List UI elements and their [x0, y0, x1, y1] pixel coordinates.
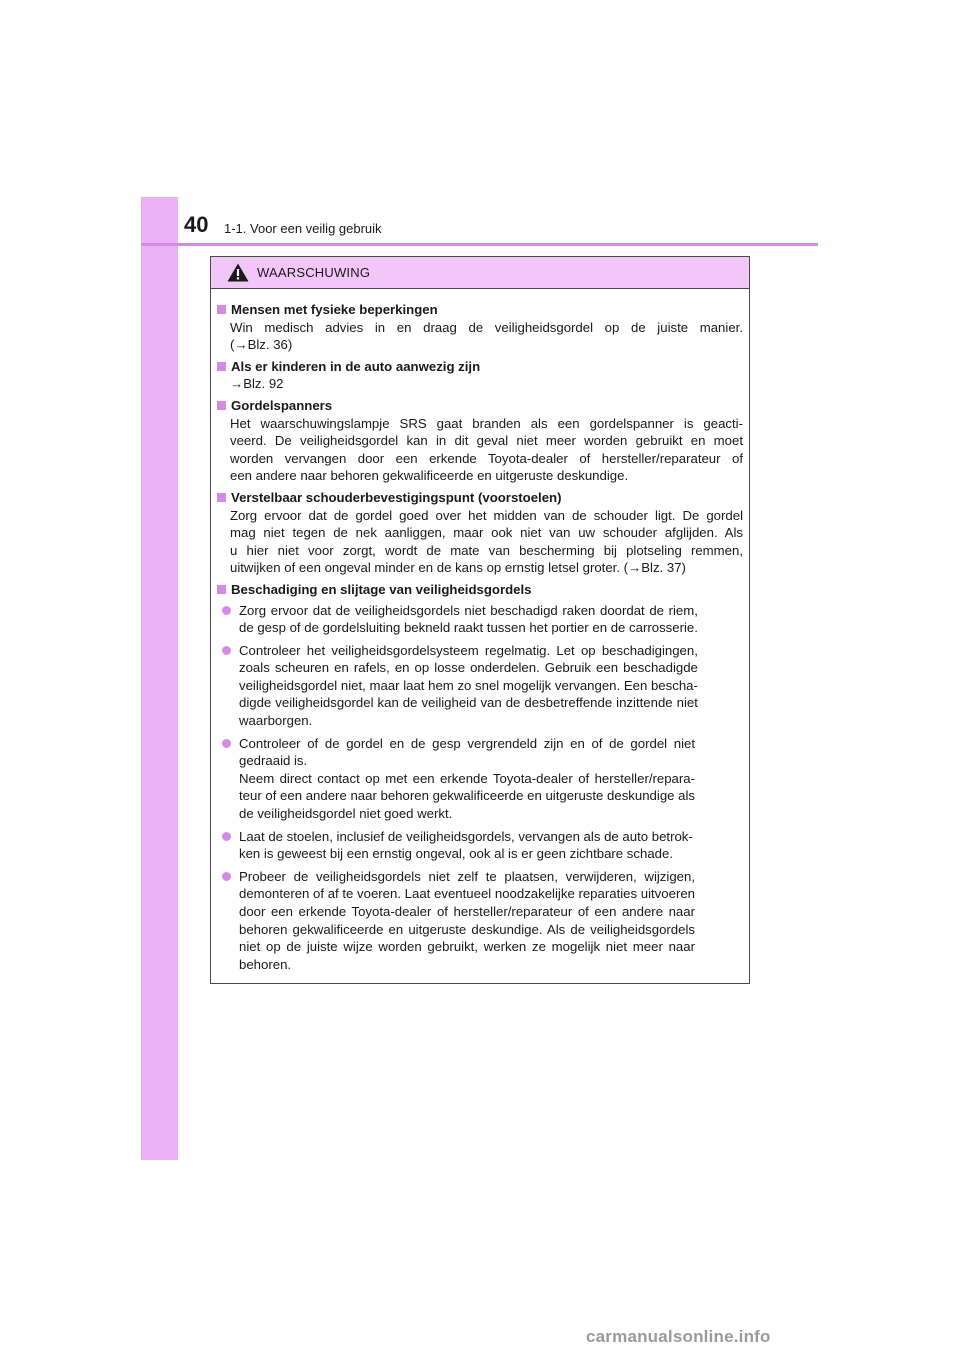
watermark: carmanualsonline.info [586, 1327, 771, 1346]
square-bullet-icon [217, 493, 226, 502]
warning-item-heading [217, 489, 743, 507]
warning-item-text [217, 375, 743, 393]
text-line: de veiligheidsgordel niet goed werkt. [239, 806, 453, 822]
warning-item-heading-text: Beschadiging en slijtage van veiligheidsgordels [231, 581, 532, 597]
warning-item-heading-text: Als er kinderen in de auto aanwezig zijn [231, 358, 481, 374]
text-line: ken is geweest bij een ernstig ongeval, ook al is er geen zichtbare schade. [239, 846, 673, 862]
text-line: teur of een andere naar behoren gekwalificeerde en uitgeruste deskundige als [239, 788, 696, 804]
text-line: door een erkende Toyota-dealer of hersteller/reparateur of een andere naar [239, 904, 695, 919]
warning-item-heading [217, 301, 743, 319]
text-line: behoren gekwalificeerde en uitgeruste deskundige. Als de veiligheidsgordels [239, 921, 695, 937]
section-title: 1-1. Voor een veilig gebruik [224, 221, 382, 236]
square-bullet-icon [217, 585, 226, 594]
header-divider [141, 243, 818, 246]
text-line: de gesp of de gordelsluiting bekneld raakt tussen het portier en de carrosserie. [239, 620, 698, 636]
warning-item [217, 358, 743, 393]
bullet-item [217, 735, 743, 823]
warning-item [217, 397, 743, 485]
text-line: Controleer het veiligheidsgordelsysteem regelmatig. Let op beschadigingen, [239, 642, 698, 658]
text-line: Probeer de veiligheidsgordels niet zelf te plaatsen, verwijderen, wijzigen, [239, 868, 695, 884]
text-line: veerd. De veiligheidsgordel kan in dit geval niet meer worden gebruikt en moet [230, 433, 743, 449]
warning-item-heading-text: Gordelspanners [231, 397, 333, 413]
text-line: u hier niet voor zorgt, wordt de mate van bescherming bij plotseling remmen, [230, 542, 743, 558]
page-number: 40 [184, 212, 209, 237]
warning-triangle-icon [227, 263, 249, 282]
bullet-item [217, 642, 743, 730]
warning-item-heading [217, 358, 743, 376]
text-line: zoals scheuren en rafels, en op losse onderdelen. Gebruik een beschadigde [239, 660, 698, 676]
square-bullet-icon [217, 362, 226, 371]
warning-item-text [217, 507, 743, 577]
warning-item [217, 581, 743, 973]
bullet-text [239, 868, 695, 974]
round-bullet-icon [222, 872, 231, 881]
square-bullet-icon [217, 305, 226, 314]
bullet-item [217, 828, 743, 863]
warning-header [211, 257, 749, 289]
bullet-text [239, 602, 698, 637]
warning-item-heading-text: Mensen met fysieke beperkingen [231, 302, 438, 317]
square-bullet-icon [217, 401, 226, 410]
chapter-sidebar-tab [141, 197, 178, 1160]
warning-item-heading-text: Verstelbaar schouderbevestigingspunt (voorstoelen) [231, 489, 562, 505]
text-line: digde veiligheidsgordel kan de veiligheid van de desbetreffende inzittende niet [239, 695, 698, 711]
text-line: Win medisch advies in en draag de veiligheidsgordel op de juiste manier. [230, 319, 743, 335]
text-line: →Blz. 92 [230, 376, 284, 392]
text-line: (→Blz. 36) [230, 337, 293, 353]
text-line: demonteren of af te voeren. Laat eventueel noodzakelijke reparaties uitvoeren [239, 886, 695, 902]
round-bullet-icon [222, 739, 231, 748]
text-line: uitwijken of een ongeval minder en de kans op ernstig letsel groter. (→Blz. 37) [230, 560, 686, 576]
text-line: veiligheidsgordel niet, maar laat hem zo snel mogelijk vervangen. Een bescha- [239, 677, 698, 693]
warning-item [217, 489, 743, 577]
bullet-text [239, 828, 693, 863]
warning-item [217, 301, 743, 354]
text-line: waarborgen. [239, 713, 313, 729]
round-bullet-icon [222, 606, 231, 615]
warning-item-heading [217, 397, 743, 415]
text-line: Het waarschuwingslampje SRS gaat branden als een gordelspanner is geacti- [230, 415, 743, 431]
text-line: Laat de stoelen, inclusief de veiligheidsgordels, vervangen als de auto betrok- [239, 828, 693, 844]
warning-title: WAARSCHUWING [257, 265, 371, 280]
text-line: Zorg ervoor dat de veiligheidsgordels niet beschadigd raken doordat de riem, [239, 602, 698, 618]
bullet-item [217, 868, 743, 974]
warning-box [210, 256, 750, 984]
warning-item-text [217, 319, 743, 354]
warning-item-heading [217, 581, 743, 599]
text-line: worden vervangen door een erkende Toyota-dealer of hersteller/reparateur of [230, 450, 743, 466]
text-line: Neem direct contact op met een erkende Toyota-dealer of hersteller/repara- [239, 770, 696, 786]
bullet-text [239, 735, 695, 823]
text-line: gedraaid is. [239, 753, 308, 769]
warning-body [211, 289, 749, 973]
text-line: Controleer of de gordel en de gesp vergrendeld zijn en of de gordel niet [239, 735, 696, 751]
bullet-text [239, 642, 698, 730]
text-line: Zorg ervoor dat de gordel goed over het midden van de schouder ligt. De gordel [230, 507, 743, 523]
text-line: niet op de juiste wijze worden gebruikt, werken ze mogelijk niet meer naar [239, 939, 695, 955]
text-line: behoren. [239, 956, 292, 972]
text-line: mag niet tegen de nek aanliggen, maar ook niet van uw schouder afglijden. Als [230, 525, 743, 541]
warning-item-text [217, 415, 743, 485]
round-bullet-icon [222, 832, 231, 841]
bullet-item [217, 602, 743, 637]
round-bullet-icon [222, 646, 231, 655]
text-line: een andere naar behoren gekwalificeerde en uitgeruste deskundige. [230, 468, 629, 484]
